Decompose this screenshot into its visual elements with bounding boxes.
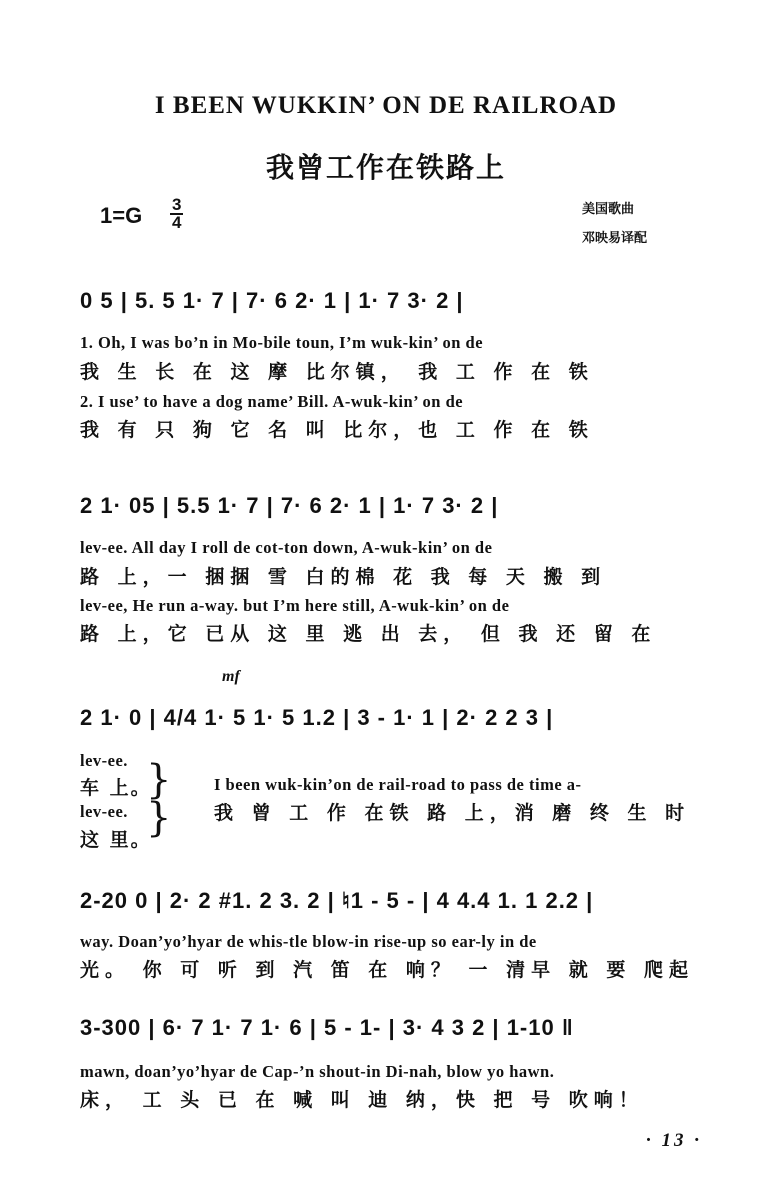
notation-line: 2 1· 05 | 5.5 1· 7 | 7· 6 2· 1 | 1· 7 3· 2 |	[80, 493, 499, 518]
lyric-brace: }	[146, 795, 172, 841]
lyric-line: 1. Oh, I was bo’n in Mo-bile toun, I’m wuk-kin’ on de	[80, 333, 484, 352]
song-subtitle: 我曾工作在铁路上	[265, 151, 506, 184]
time-signature	[170, 197, 183, 231]
credit-origin: 美国歌曲	[582, 202, 635, 217]
notation-line: 2 1· 0 | 4/4 1· 5 1· 5 1.2 | 3 - 1· 1 | 2· 2 2 3 |	[80, 705, 554, 730]
dynamic-marking: mf	[222, 668, 240, 685]
lyric-line: 路 上，它 已从 这 里 逃 出 去， 但 我 还 留 在	[80, 623, 657, 645]
time-numerator: 3	[172, 195, 182, 214]
page-number: · 13 ·	[646, 1130, 702, 1151]
lyric-line: 我 生 长 在 这 摩 比尔镇， 我 工 作 在 铁	[80, 361, 594, 383]
time-denominator: 4	[172, 213, 182, 232]
lyric-line: lev-ee, He run a-way. but I’m here still, A-wuk-kin’ on de	[80, 596, 510, 615]
lyric-line: 2. I use’ to have a dog name’ Bill. A-wuk-kin’ on de	[80, 392, 464, 411]
lyric-line: 光。 你 可 听 到 汽 笛 在 响？ 一 清早 就 要 爬起	[80, 959, 694, 981]
notation-line: 0 5 | 5. 5 1· 7 | 7· 6 2· 1 | 1· 7 3· 2 |	[80, 288, 464, 313]
lyric-line: mawn, doan’yo’hyar de Cap-’n shout-in Di-nah, blow yo hawn.	[80, 1062, 555, 1081]
lyric-line: way. Doan’yo’hyar de whis-tle blow-in rise-up so ear-ly in de	[80, 932, 537, 951]
lyric-line: 这 里。	[80, 829, 152, 851]
lyric-line: I been wuk-kin’on de rail-road to pass de time a-	[214, 775, 582, 794]
lyric-line: lev-ee. All day I roll de cot-ton down, A-wuk-kin’ on de	[80, 538, 493, 557]
notation-line: 3-300 | 6· 7 1· 7 1· 6 | 5 - 1- | 3· 4 3 2 | 1-10 ‖	[80, 1015, 574, 1040]
lyric-line: lev-ee.	[80, 751, 128, 770]
song-title: I BEEN WUKKIN’ ON DE RAILROAD	[154, 92, 618, 119]
notation-line: 2-20 0 | 2· 2 #1. 2 3. 2 | ♮1 - 5 - | 4 4.4 1. 1 2.2 |	[80, 888, 594, 913]
lyric-line: 路 上，一 捆捆 雪 白的棉 花 我 每 天 搬 到	[80, 566, 607, 588]
credit-translator: 邓映易译配	[582, 231, 648, 246]
key-signature: 1=G	[100, 203, 143, 228]
lyric-brace: }	[146, 757, 172, 803]
lyric-line: 床， 工 头 已 在 喊 叫 迪 纳，快 把 号 吹响！	[80, 1089, 644, 1111]
lyric-line: 我 有 只 狗 它 名 叫 比尔，也 工 作 在 铁	[80, 419, 594, 441]
lyric-line: 车 上。	[80, 777, 152, 799]
lyric-line: lev-ee.	[80, 802, 128, 821]
lyric-line: 我 曾 工 作 在铁 路 上，消 磨 终 生 时	[214, 802, 691, 824]
